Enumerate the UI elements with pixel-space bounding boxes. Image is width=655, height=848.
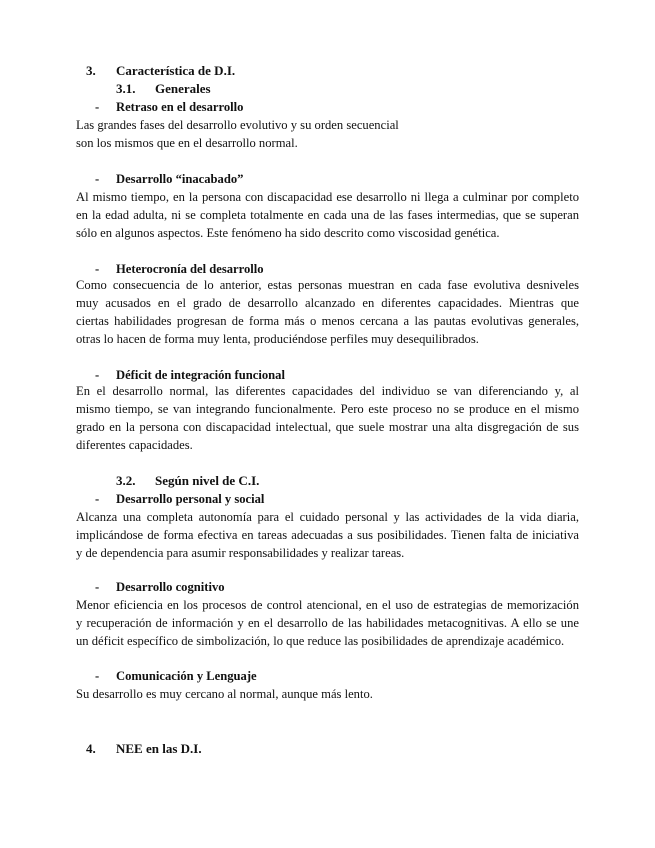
paragraph-line: Las grandes fases del desarrollo evolutivo y su orden secuencial: [76, 118, 399, 132]
paragraph-line: Como consecuencia de lo anterior, estas personas muestran en cada fase evolutiva desniveles: [76, 278, 579, 292]
paragraph-line: son los mismos que en el desarrollo normal.: [76, 136, 298, 150]
bullet-dash: -: [95, 492, 100, 506]
item-paragraph: [76, 276, 579, 348]
item-title: Desarrollo “inacabado”: [116, 172, 244, 186]
item-title: Desarrollo personal y social: [116, 492, 265, 506]
paragraph-line: otras lo hacen de forma muy lenta, produciéndose perfiles muy desequilibrados.: [76, 332, 479, 346]
paragraph-line: ciertas habilidades progresan de forma más o menos cercana a las pautas evolutivas generales,: [76, 314, 579, 328]
bullet-dash: -: [95, 262, 100, 276]
item-paragraph: [76, 685, 579, 703]
section-3-number: 3.: [86, 63, 96, 78]
paragraph-line: un déficit específico de simbolización, lo que reduce las posibilidades de aprendizaje académico.: [76, 634, 565, 648]
item-paragraph: [76, 116, 579, 152]
paragraph-line: muy acusados en el grado de desarrollo alcanzado en diferentes capacidades. Mientras que: [76, 296, 579, 310]
paragraph-line: en la edad adulta, ni se completa totalmente en cada una de las fases intermedias, que se superan: [76, 208, 579, 222]
item-paragraph: [76, 188, 579, 242]
paragraph-line: y de dependencia para asumir responsabilidades y realizar tareas.: [76, 546, 405, 560]
paragraph-line: Al mismo tiempo, en la persona con discapacidad ese desarrollo ni llega a culminar por completo: [76, 190, 579, 204]
paragraph-line: diferentes capacidades.: [76, 438, 193, 452]
item-paragraph: [76, 508, 579, 562]
subsection-3-1-title: Generales: [155, 81, 211, 96]
subsection-3-2-title: Según nivel de C.I.: [155, 473, 260, 488]
section-4-title: NEE en las D.I.: [116, 741, 202, 756]
item-title: Comunicación y Lenguaje: [116, 669, 257, 683]
section-3-title: Característica de D.I.: [116, 63, 236, 78]
paragraph-line: sólo en algunos aspectos. Este fenómeno ha sido descrito como viscosidad genética.: [76, 226, 500, 240]
bullet-dash: -: [95, 669, 100, 683]
paragraph-line: mismo tiempo, se van integrando funcionalmente. Pero este proceso no se produce en el mismo: [76, 402, 579, 416]
bullet-dash: -: [95, 172, 100, 186]
bullet-dash: -: [95, 580, 100, 594]
item-title: Retraso en el desarrollo: [116, 100, 244, 114]
paragraph-line: implicándose de forma efectiva en tareas adecuadas a sus posibilidades. Tienen falta de iniciativa: [76, 528, 579, 542]
paragraph-line: Menor eficiencia en los procesos de control atencional, en el uso de estrategias de memorización: [76, 598, 579, 612]
item-title: Heterocronía del desarrollo: [116, 262, 264, 276]
bullet-dash: -: [95, 100, 100, 114]
paragraph-line: y recuperación de información y en el desarrollo de las habilidades metacognitivas. A ello se une: [76, 616, 579, 630]
paragraph-line: Alcanza una completa autonomía para el cuidado personal y las actividades de la vida diaria,: [76, 510, 579, 524]
item-title: Desarrollo cognitivo: [116, 580, 225, 594]
item-paragraph: [76, 382, 579, 454]
paragraph-line: Su desarrollo es muy cercano al normal, aunque más lento.: [76, 687, 373, 701]
item-paragraph: [76, 596, 579, 650]
subsection-3-1-number: 3.1.: [116, 81, 136, 96]
subsection-3-2-number: 3.2.: [116, 473, 136, 488]
item-title: Déficit de integración funcional: [116, 368, 285, 382]
paragraph-line: grado en la persona con discapacidad intelectual, que suele mostrar una alta disgregación de sus: [76, 420, 579, 434]
paragraph-line: En el desarrollo normal, las diferentes capacidades del individuo se van diferenciando y, al: [76, 384, 579, 398]
section-4-number: 4.: [86, 741, 96, 756]
bullet-dash: -: [95, 368, 100, 382]
